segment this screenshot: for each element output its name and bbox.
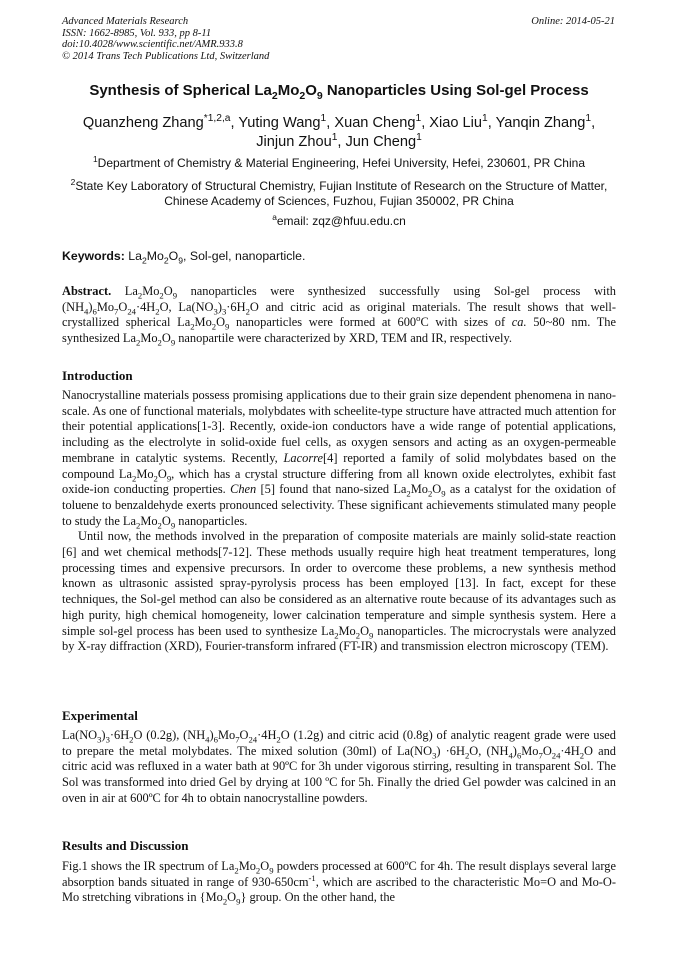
section-heading-results: Results and Discussion <box>62 838 189 853</box>
section-heading-introduction: Introduction <box>62 368 133 383</box>
doi: doi:10.4028/www.scientific.net/AMR.933.8 <box>62 39 243 50</box>
authors-line2: Jinjun Zhou$^1$, Jun Cheng$^1$ <box>256 132 422 150</box>
issn: ISSN: 1662-8985, Vol. 933, pp 8-11 <box>62 27 212 39</box>
abstract: Abstract. $La_2Mo_2O_9$ nanoparticles were synthesized successfully using Sol-gel process with $(NH_4)_6Mo_7O_{24}\cdot 4H_2O$, $La(NO_3)_3\cdot 6H_2O$ and citric acid as original materials. The result shows that well-crystallized spherical $La_2Mo_2O_9$ nanoparticles were formed at 600$^o$C with sizes of ca. 50~80 nm. The synthesized $La_2Mo_2O_9$ nanopartile were characterized by XRD, TEM and IR, respectively. <box>62 284 617 348</box>
authors-line1: Quanzheng Zhang$^{*1,2,a}$, Yuting Wang$^1$, Xuan Cheng$^1$, Xiao Liu$^1$, Yanqin Zhang$^1$, <box>82 113 596 131</box>
contact-email: $^a$email: zqz@hfuu.edu.cn <box>272 212 406 228</box>
copyright: © 2014 Trans Tech Publications Ltd, Switzerland <box>62 50 270 62</box>
journal-header <box>62 16 269 62</box>
online-date: Online: 2014-05-21 <box>531 16 615 27</box>
paper-title: Synthesis of Spherical $La_2Mo_2O_9$ Nanoparticles Using Sol-gel Process <box>89 82 589 102</box>
section-heading-experimental: Experimental <box>62 708 138 723</box>
journal-name: Advanced Materials Research <box>62 16 189 27</box>
author-list <box>62 114 616 152</box>
affiliation-2: $^2$State Key Laboratory of Structural Chemistry, Fujian Institute of Research on the Structure of Matter, Chinese Academy of Sciences, Fuzhou, Fujian 350002, PR China <box>70 177 608 208</box>
introduction-body: Nanocrystalline materials possess promising applications due to their grain size dependent phenomena in nano-scale. As one of functional materials, molybdates with scheelite-type structure have attracted much attention for their potential applications[1-3]. Recently, oxide-ion conductors have a wide range of potential applications, including as the electrolyte in solid-oxide fuel cells, as oxygen sensors and acting as an oxygen-permeable membrane in catalytic systems. Recently, Lacorre[4] reported a family of solid molybdates based on the compound $La_2Mo_2O_9$, which has a crystal structure differing from all known oxide electrolytes, exhibit fast oxide-ion conducting properties. Chen [5] found that nano-sized $La_2Mo_2O_9$ as a catalyst for the oxidation of toluene to benzaldehyde exerts pronounced selectivity. These significant achievements stimulated many people to study the $La_2Mo_2O_9$ nanoparticles. Until now, the methods involved in the preparation of composite materials are mainly solid-state reaction [6] and wet chemical methods[7-12]. These methods usually require high heat treatment temperatures, long processing times and expensive precursors. In order to overcome these problems, a new synthesis method known as ultrasonic assisted spray-pyrolysis process has been employed [13]. In fact, except for these techniques, the Sol-gel method can also be considered as an alternative route because of its advantages such as high purity, high chemical homogeneity, lower calcination temperature and simple synthesis system. Here a simple sol-gel process has been used to synthesize $La_2Mo_2O_9$ nanoparticles. The microcrystals were analyzed by X-ray diffraction (XRD), Fourier-transform infrared (FT-IR) and transmission electron microscopy (TEM). <box>62 388 616 654</box>
affiliation-1: $^1$Department of Chemistry & Material Engineering, Hefei University, Hefei, 230601, PR China <box>92 154 585 170</box>
experimental-body: $La(NO_3)_3\cdot 6H_2O$ (0.2g), $(NH_4)_6Mo_7O_{24}\cdot 4H_2O$ (1.2g) and citric acid (0.8g) of analytic reagent grade were used to prepare the metal molybdates. The mixed solution (30ml) of $La(NO_3) \cdot 6H_2O$, $(NH_4)_6Mo_7O_{24}\cdot 4H_2O$ and citric acid was refluxed in a water bath at 90ºC for 3h under vigorous stirring, resulting in transparent Sol. The Sol was transformed into dried Gel by drying at 100 ºC for 5h. Finally the dried Gel powder was calcined in an oven in air at 600ºC for 4h to obtain nanocrystalline powders. <box>62 728 617 805</box>
keywords: Keywords: $La_2Mo_2O_9$, Sol-gel, nanoparticle. <box>62 249 306 266</box>
results-body: Fig.1 shows the IR spectrum of $La_2Mo_2O_9$ powders processed at 600ºC for 4h. The result displays several large absorption bands situated in range of $930-650cm^{-1}$, which are ascribed to the characteristic Mo=O and Mo-O-Mo stretching vibrations in $\{Mo_2O_9\}$ group. On the other hand, the <box>62 859 616 907</box>
